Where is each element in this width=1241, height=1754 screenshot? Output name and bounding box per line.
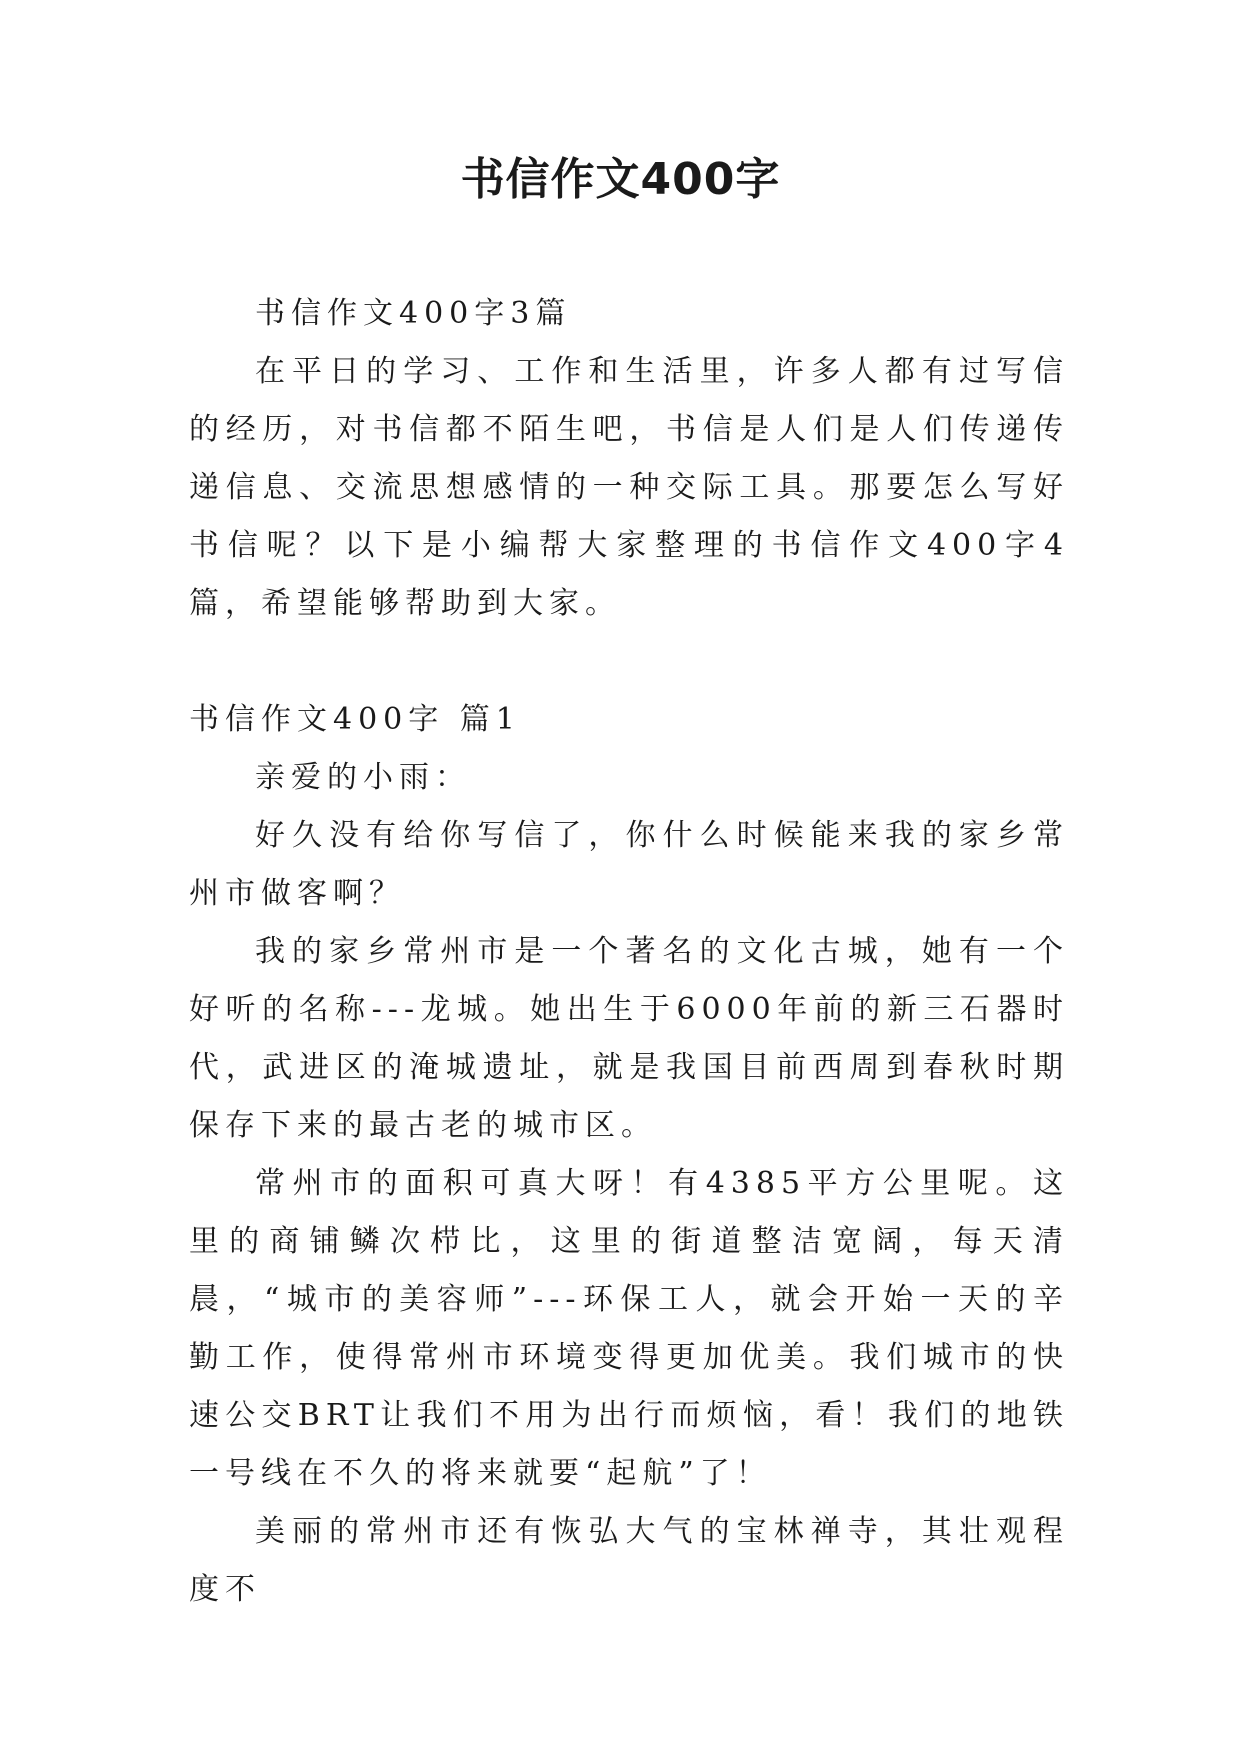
subtitle-line: 书信作文400字3篇 [255,296,572,331]
letter-paragraph: 美丽的常州市还有恢弘大气的宝林禅寺，其壮观程度不 [189,1514,1069,1607]
letter-paragraph: 好久没有给你写信了，你什么时候能来我的家乡常州市做客啊？ [189,818,1069,911]
letter-salutation: 亲爱的小雨： [255,760,471,795]
document-title: 书信作文400字 [460,154,781,205]
document-body [189,285,1069,1619]
intro-paragraph: 在平日的学习、工作和生活里，许多人都有过写信的经历，对书信都不陌生吧，书信是人们是人们传递传递信息、交流思想感情的一种交际工具。那要怎么写好书信呢？以下是小编帮大家整理的书信作文400字4篇，希望能够帮助到大家。 [189,354,1069,621]
letter-paragraph: 我的家乡常州市是一个著名的文化古城，她有一个好听的名称---龙城。她出生于6000年前的新三石器时代，武进区的淹城遗址，就是我国目前西周到春秋时期保存下来的最古老的城市区。 [189,934,1069,1143]
letter-paragraph: 常州市的面积可真大呀！有4385平方公里呢。这里的商铺鳞次栉比，这里的街道整洁宽阔，每天清晨，“城市的美容师”---环保工人，就会开始一天的辛勤工作，使得常州市环境变得更加优美。我们城市的快速公交BRT让我们不用为出行而烦恼，看！我们的地铁一号线在不久的将来就要“起航”了！ [189,1166,1069,1491]
section-heading: 书信作文400字 篇1 [189,702,521,737]
section-spacer [189,633,1069,691]
